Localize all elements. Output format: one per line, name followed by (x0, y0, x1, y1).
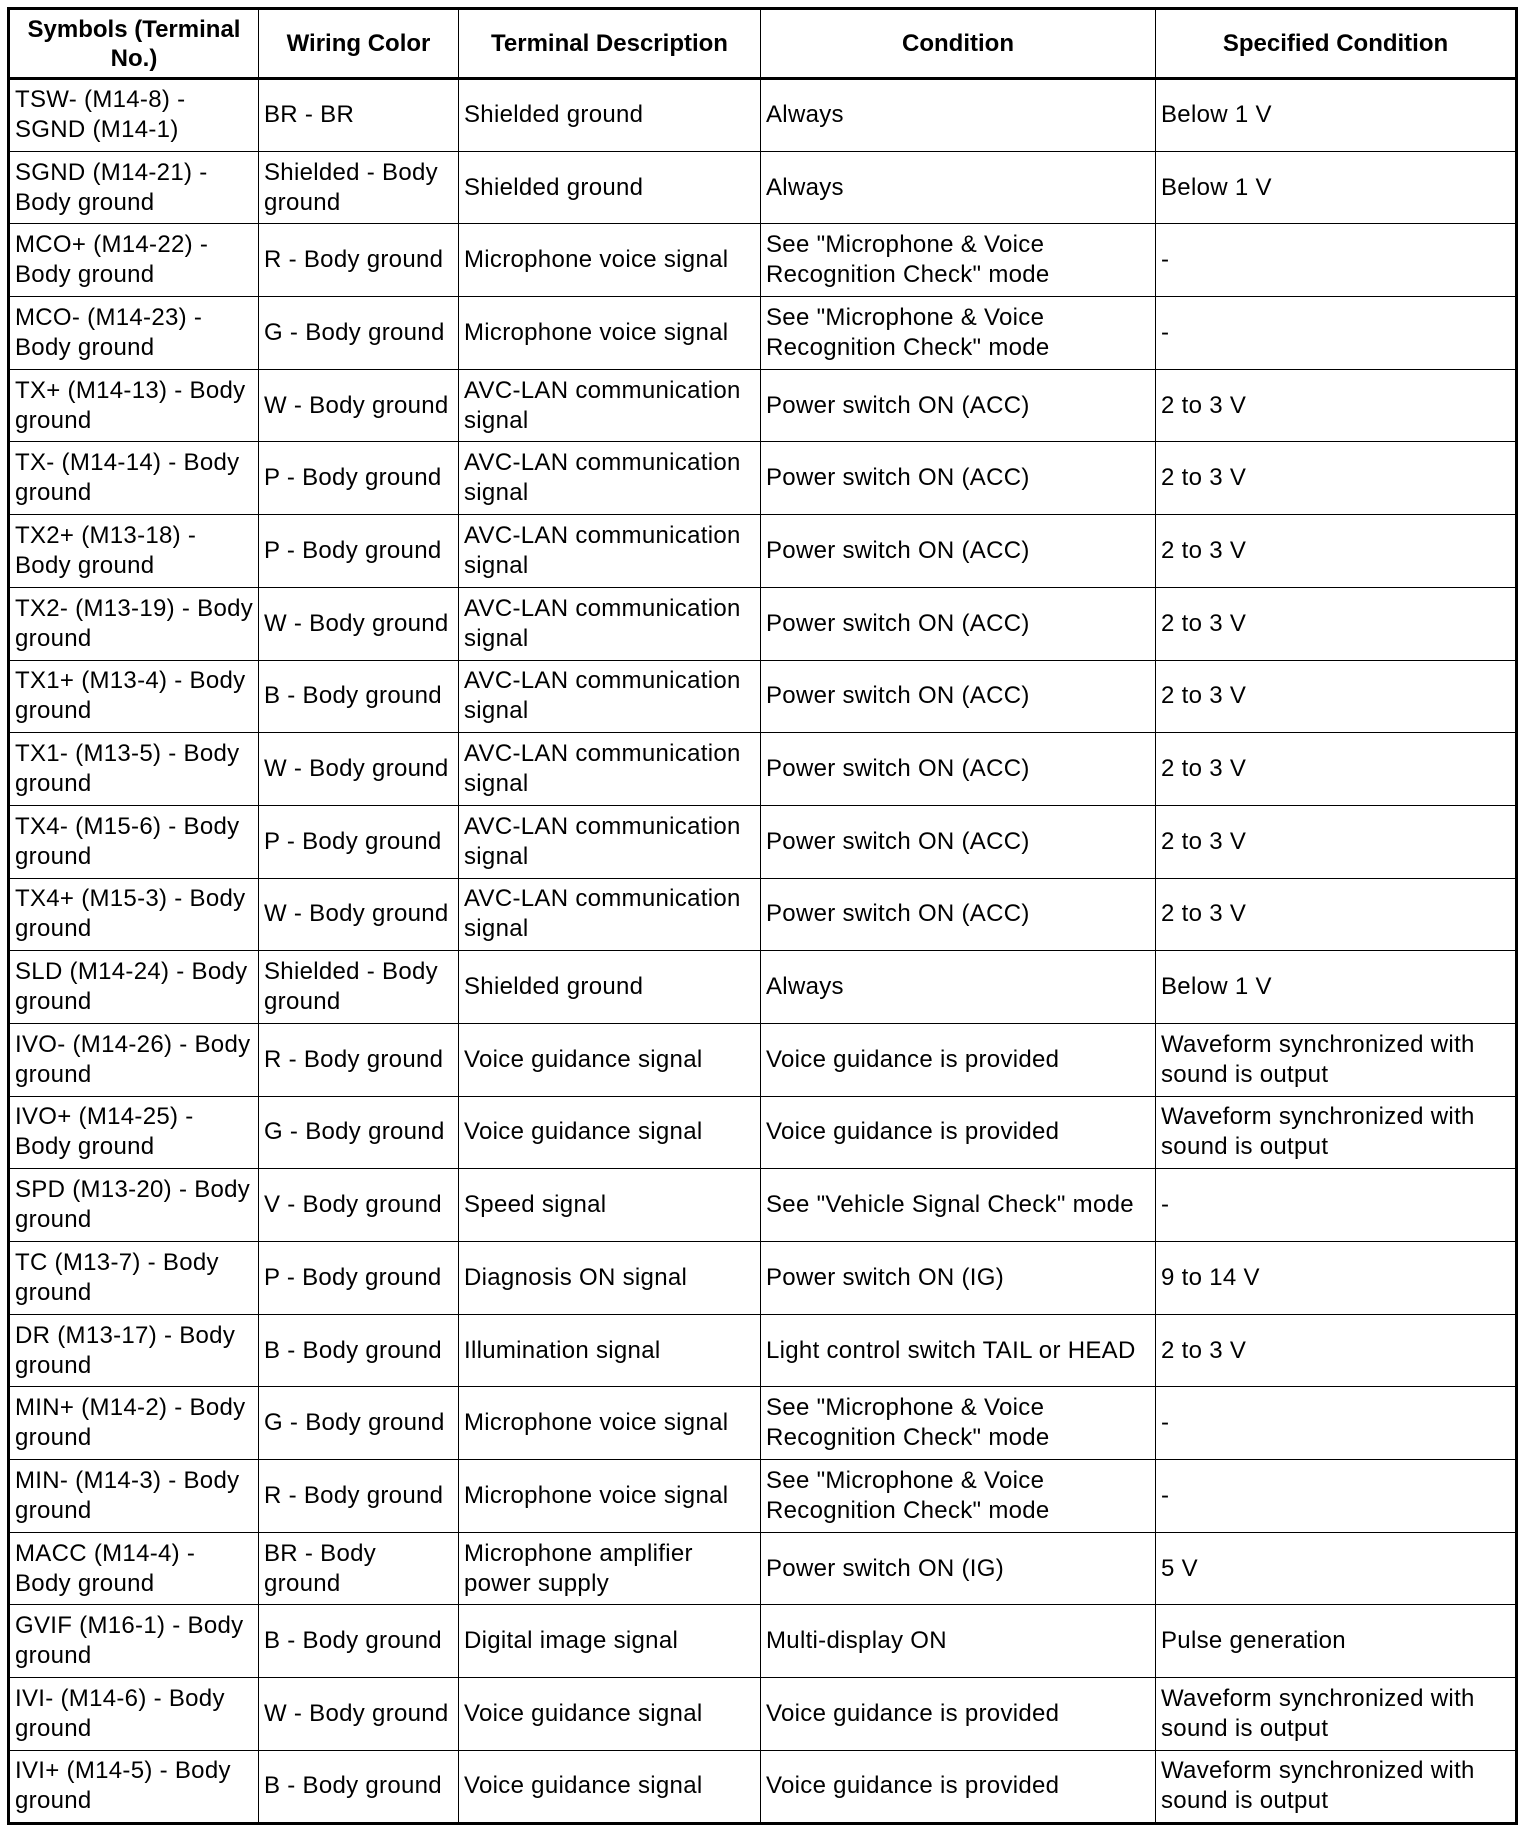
table-row (9, 151, 1517, 224)
terminal-description-cell: Voice guidance signal (459, 1678, 761, 1751)
wiring-color-cell: G - Body ground (259, 297, 459, 370)
symbol-cell: TX+ (M14-13) - Body ground (9, 369, 259, 442)
wiring-color-cell: B - Body ground (259, 1314, 459, 1387)
condition-cell: Power switch ON (ACC) (761, 442, 1156, 515)
symbol-cell: IVI- (M14-6) - Body ground (9, 1678, 259, 1751)
table-row (9, 1242, 1517, 1315)
specified-condition-cell: - (1156, 1460, 1517, 1533)
table-row (9, 805, 1517, 878)
table-row (9, 1169, 1517, 1242)
wiring-color-cell: G - Body ground (259, 1387, 459, 1460)
specified-condition-cell: 2 to 3 V (1156, 660, 1517, 733)
condition-cell: Multi-display ON (761, 1605, 1156, 1678)
table-row (9, 1750, 1517, 1823)
table-body (9, 79, 1517, 1824)
terminal-description-cell: AVC-LAN communication signal (459, 805, 761, 878)
condition-cell: Power switch ON (IG) (761, 1242, 1156, 1315)
wiring-color-cell: W - Body ground (259, 369, 459, 442)
symbol-cell: IVI+ (M14-5) - Body ground (9, 1750, 259, 1823)
symbol-cell: TC (M13-7) - Body ground (9, 1242, 259, 1315)
condition-cell: See "Vehicle Signal Check" mode (761, 1169, 1156, 1242)
specified-condition-cell: Waveform synchronized with sound is output (1156, 1750, 1517, 1823)
terminal-description-cell: Digital image signal (459, 1605, 761, 1678)
condition-cell: See "Microphone & Voice Recognition Check" mode (761, 1460, 1156, 1533)
terminal-description-cell: AVC-LAN communication signal (459, 587, 761, 660)
wiring-color-cell: P - Body ground (259, 1242, 459, 1315)
table-row (9, 1678, 1517, 1751)
table-row (9, 1096, 1517, 1169)
wiring-color-cell: B - Body ground (259, 660, 459, 733)
condition-cell: See "Microphone & Voice Recognition Check" mode (761, 297, 1156, 370)
terminal-description-cell: Microphone voice signal (459, 297, 761, 370)
wiring-color-cell: W - Body ground (259, 733, 459, 806)
symbol-cell: TX4+ (M15-3) - Body ground (9, 878, 259, 951)
symbol-cell: IVO- (M14-26) - Body ground (9, 1023, 259, 1096)
specified-condition-cell: 2 to 3 V (1156, 1314, 1517, 1387)
terminal-description-cell: Voice guidance signal (459, 1750, 761, 1823)
specified-condition-cell: Waveform synchronized with sound is output (1156, 1678, 1517, 1751)
condition-cell: Voice guidance is provided (761, 1096, 1156, 1169)
symbol-cell: MACC (M14-4) - Body ground (9, 1532, 259, 1605)
symbol-cell: TX2- (M13-19) - Body ground (9, 587, 259, 660)
specified-condition-cell: 2 to 3 V (1156, 515, 1517, 588)
wiring-color-cell: B - Body ground (259, 1605, 459, 1678)
terminal-description-cell: AVC-LAN communication signal (459, 442, 761, 515)
specified-condition-cell: 2 to 3 V (1156, 805, 1517, 878)
header-condition: Condition (761, 9, 1156, 79)
specified-condition-cell: 9 to 14 V (1156, 1242, 1517, 1315)
wiring-color-cell: R - Body ground (259, 224, 459, 297)
table-row (9, 1023, 1517, 1096)
terminal-description-cell: Microphone voice signal (459, 1387, 761, 1460)
terminal-inspection-table (7, 7, 1518, 1825)
terminal-description-cell: Microphone voice signal (459, 1460, 761, 1533)
condition-cell: See "Microphone & Voice Recognition Check" mode (761, 224, 1156, 297)
terminal-description-cell: AVC-LAN communication signal (459, 369, 761, 442)
table-row (9, 515, 1517, 588)
condition-cell: Power switch ON (ACC) (761, 369, 1156, 442)
table-row (9, 442, 1517, 515)
wiring-color-cell: Shielded - Body ground (259, 151, 459, 224)
table-header (9, 9, 1517, 79)
terminal-description-cell: AVC-LAN communication signal (459, 515, 761, 588)
condition-cell: Voice guidance is provided (761, 1678, 1156, 1751)
symbol-cell: TX4- (M15-6) - Body ground (9, 805, 259, 878)
specified-condition-cell: Below 1 V (1156, 151, 1517, 224)
specified-condition-cell: 2 to 3 V (1156, 369, 1517, 442)
specified-condition-cell: - (1156, 297, 1517, 370)
terminal-description-cell: Illumination signal (459, 1314, 761, 1387)
table-row (9, 878, 1517, 951)
specified-condition-cell: Below 1 V (1156, 951, 1517, 1024)
table-row (9, 951, 1517, 1024)
symbol-cell: GVIF (M16-1) - Body ground (9, 1605, 259, 1678)
specified-condition-cell: 2 to 3 V (1156, 442, 1517, 515)
specified-condition-cell: 5 V (1156, 1532, 1517, 1605)
symbol-cell: TX- (M14-14) - Body ground (9, 442, 259, 515)
condition-cell: Power switch ON (ACC) (761, 733, 1156, 806)
condition-cell: Power switch ON (ACC) (761, 660, 1156, 733)
symbol-cell: TX2+ (M13-18) - Body ground (9, 515, 259, 588)
specified-condition-cell: - (1156, 224, 1517, 297)
condition-cell: Light control switch TAIL or HEAD (761, 1314, 1156, 1387)
condition-cell: Power switch ON (ACC) (761, 878, 1156, 951)
wiring-color-cell: B - Body ground (259, 1750, 459, 1823)
table-row (9, 1314, 1517, 1387)
terminal-description-cell: Diagnosis ON signal (459, 1242, 761, 1315)
condition-cell: Always (761, 79, 1156, 152)
wiring-color-cell: P - Body ground (259, 515, 459, 588)
header-specified-condition: Specified Condition (1156, 9, 1517, 79)
condition-cell: Always (761, 951, 1156, 1024)
table-row (9, 660, 1517, 733)
header-symbols: Symbols (Terminal No.) (9, 9, 259, 79)
terminal-description-cell: Shielded ground (459, 951, 761, 1024)
specified-condition-cell: Waveform synchronized with sound is output (1156, 1096, 1517, 1169)
symbol-cell: IVO+ (M14-25) - Body ground (9, 1096, 259, 1169)
terminal-description-cell: Speed signal (459, 1169, 761, 1242)
wiring-color-cell: Shielded - Body ground (259, 951, 459, 1024)
specified-condition-cell: Pulse generation (1156, 1605, 1517, 1678)
specified-condition-cell: - (1156, 1387, 1517, 1460)
symbol-cell: TSW- (M14-8) - SGND (M14-1) (9, 79, 259, 152)
symbol-cell: MCO- (M14-23) - Body ground (9, 297, 259, 370)
specified-condition-cell: 2 to 3 V (1156, 733, 1517, 806)
wiring-color-cell: W - Body ground (259, 878, 459, 951)
terminal-description-cell: AVC-LAN communication signal (459, 878, 761, 951)
terminal-description-cell: AVC-LAN communication signal (459, 660, 761, 733)
wiring-color-cell: W - Body ground (259, 587, 459, 660)
specified-condition-cell: Below 1 V (1156, 79, 1517, 152)
wiring-color-cell: R - Body ground (259, 1460, 459, 1533)
symbol-cell: TX1+ (M13-4) - Body ground (9, 660, 259, 733)
condition-cell: Power switch ON (ACC) (761, 515, 1156, 588)
specified-condition-cell: 2 to 3 V (1156, 878, 1517, 951)
wiring-color-cell: G - Body ground (259, 1096, 459, 1169)
condition-cell: Power switch ON (ACC) (761, 587, 1156, 660)
table-row (9, 733, 1517, 806)
symbol-cell: MIN- (M14-3) - Body ground (9, 1460, 259, 1533)
symbol-cell: MCO+ (M14-22) - Body ground (9, 224, 259, 297)
table-row (9, 224, 1517, 297)
wiring-color-cell: V - Body ground (259, 1169, 459, 1242)
specified-condition-cell: - (1156, 1169, 1517, 1242)
terminal-description-cell: Microphone voice signal (459, 224, 761, 297)
condition-cell: See "Microphone & Voice Recognition Check" mode (761, 1387, 1156, 1460)
table-row (9, 587, 1517, 660)
header-terminal-description: Terminal Description (459, 9, 761, 79)
condition-cell: Voice guidance is provided (761, 1023, 1156, 1096)
terminal-description-cell: Voice guidance signal (459, 1023, 761, 1096)
table-row (9, 369, 1517, 442)
table-row (9, 297, 1517, 370)
condition-cell: Power switch ON (IG) (761, 1532, 1156, 1605)
specified-condition-cell: Waveform synchronized with sound is output (1156, 1023, 1517, 1096)
condition-cell: Always (761, 151, 1156, 224)
wiring-color-cell: P - Body ground (259, 805, 459, 878)
symbol-cell: TX1- (M13-5) - Body ground (9, 733, 259, 806)
table-row (9, 1532, 1517, 1605)
header-wiring-color: Wiring Color (259, 9, 459, 79)
wiring-color-cell: BR - BR (259, 79, 459, 152)
header-row (9, 9, 1517, 79)
table-row (9, 1387, 1517, 1460)
wiring-color-cell: R - Body ground (259, 1023, 459, 1096)
terminal-description-cell: Shielded ground (459, 79, 761, 152)
specified-condition-cell: 2 to 3 V (1156, 587, 1517, 660)
terminal-description-cell: Voice guidance signal (459, 1096, 761, 1169)
symbol-cell: MIN+ (M14-2) - Body ground (9, 1387, 259, 1460)
table-row (9, 1605, 1517, 1678)
symbol-cell: SLD (M14-24) - Body ground (9, 951, 259, 1024)
symbol-cell: DR (M13-17) - Body ground (9, 1314, 259, 1387)
condition-cell: Voice guidance is provided (761, 1750, 1156, 1823)
symbol-cell: SGND (M14-21) - Body ground (9, 151, 259, 224)
symbol-cell: SPD (M13-20) - Body ground (9, 1169, 259, 1242)
wiring-color-cell: P - Body ground (259, 442, 459, 515)
condition-cell: Power switch ON (ACC) (761, 805, 1156, 878)
table-row (9, 1460, 1517, 1533)
wiring-color-cell: BR - Body ground (259, 1532, 459, 1605)
table-row (9, 79, 1517, 152)
terminal-description-cell: Microphone amplifier power supply (459, 1532, 761, 1605)
terminal-description-cell: Shielded ground (459, 151, 761, 224)
wiring-color-cell: W - Body ground (259, 1678, 459, 1751)
terminal-description-cell: AVC-LAN communication signal (459, 733, 761, 806)
